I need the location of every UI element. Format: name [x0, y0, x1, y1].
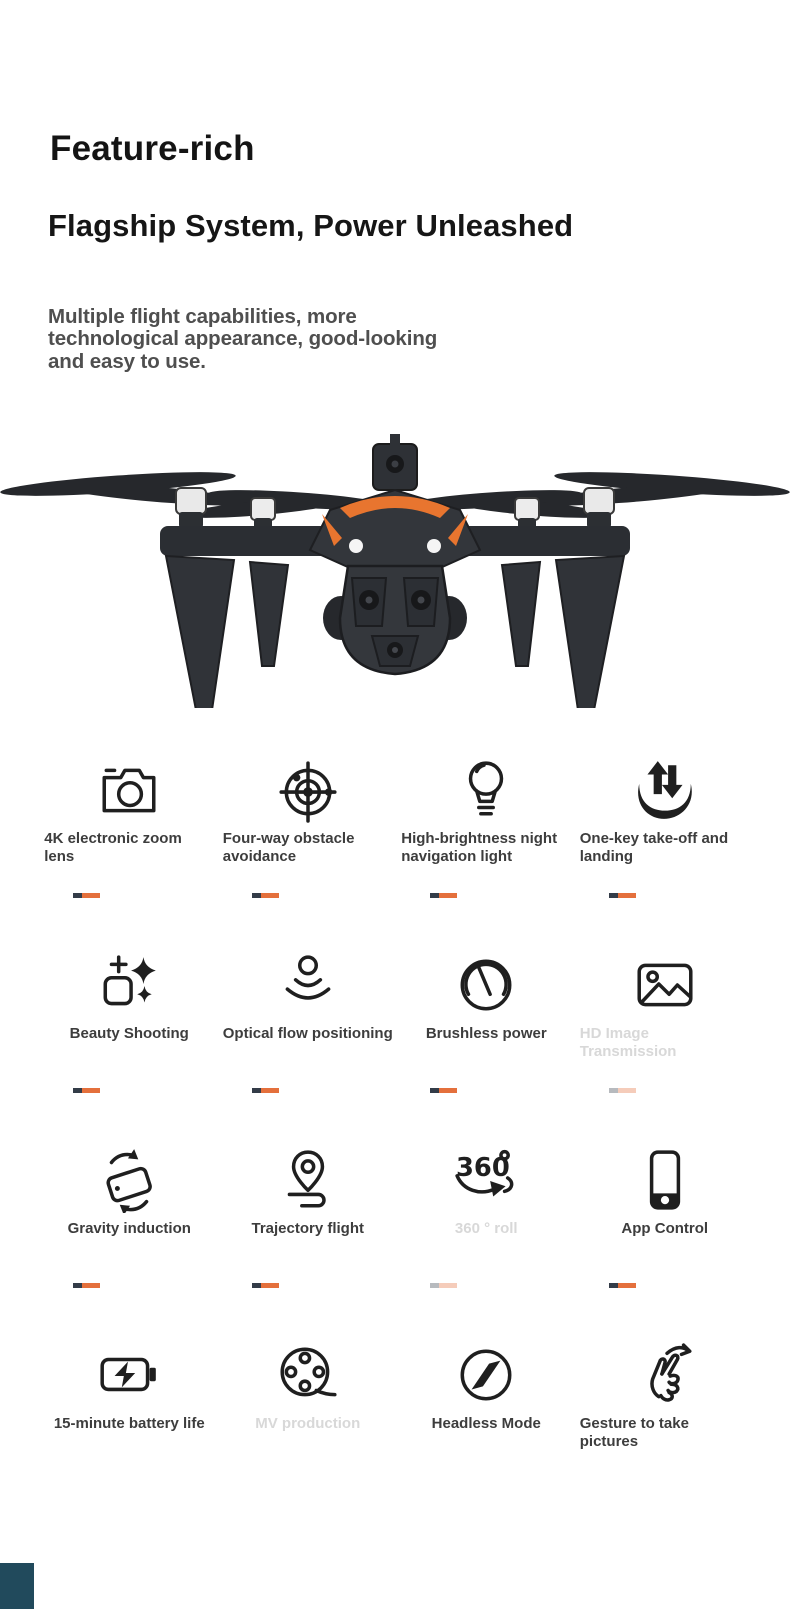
smartphone-icon: [576, 1140, 755, 1220]
camera-icon: [40, 750, 219, 830]
feature-label: Beauty Shooting: [69, 1025, 189, 1042]
feature-item: [40, 1335, 219, 1530]
footer-accent-bar: [0, 1563, 34, 1609]
feature-item: [576, 1335, 755, 1530]
feature-label: Brushless power: [425, 1025, 547, 1042]
page-description: Multiple flight capabilities, more technological appearance, good-looking and easy to use.: [48, 304, 438, 374]
feature-label: App Control: [621, 1220, 709, 1237]
feature-item: [397, 750, 576, 945]
svg-text:360: 360: [456, 1152, 511, 1183]
route-pin-icon: [219, 1140, 398, 1220]
page-subtitle: Flagship System, Power Unleashed: [48, 207, 574, 243]
feature-item: [40, 1140, 219, 1335]
feature-item: [40, 750, 219, 945]
feature-label: MV production: [255, 1415, 361, 1432]
feature-label: Headless Mode: [431, 1415, 541, 1432]
feature-accent-dash: [73, 1283, 100, 1288]
feature-accent-dash: [73, 893, 100, 898]
feature-item: [397, 1335, 576, 1530]
feature-label: One-key take-off and landing: [579, 830, 729, 866]
optical-flow-icon: [219, 945, 398, 1025]
lightbulb-icon: [397, 750, 576, 830]
film-reel-icon: [219, 1335, 398, 1415]
roll-360-icon: [397, 1140, 576, 1220]
feature-grid: [40, 750, 754, 1530]
feature-accent-dash: [252, 893, 279, 898]
feature-label: Trajectory flight: [251, 1220, 365, 1237]
feature-label: Four-way obstacle avoidance: [222, 830, 355, 866]
feature-accent-dash: [430, 1088, 457, 1093]
feature-item: [576, 1140, 755, 1335]
radar-target-icon: [219, 750, 398, 830]
feature-accent-dash: [430, 893, 457, 898]
feature-label: Gesture to take pictures: [579, 1415, 689, 1451]
feature-accent-dash: [430, 1283, 457, 1288]
drone-image: [0, 418, 790, 708]
feature-label: Optical flow positioning: [222, 1025, 393, 1042]
feature-label: Gravity induction: [67, 1220, 191, 1237]
feature-label: 360 ° roll: [454, 1220, 518, 1237]
feature-accent-dash: [609, 1283, 636, 1288]
feature-accent-dash: [609, 1088, 636, 1093]
feature-item: [397, 945, 576, 1140]
feature-item: [397, 1140, 576, 1335]
rotating-phone-icon: [40, 1140, 219, 1220]
feature-item: [40, 945, 219, 1140]
feature-item: [576, 750, 755, 945]
feature-accent-dash: [73, 1088, 100, 1093]
feature-item: [219, 1335, 398, 1530]
feature-item: [576, 945, 755, 1140]
feature-accent-dash: [252, 1283, 279, 1288]
feature-label: HD Image Transmission: [579, 1025, 677, 1061]
feature-accent-dash: [609, 893, 636, 898]
feature-label: 4K electronic zoom lens: [44, 830, 182, 866]
image-icon: [576, 945, 755, 1025]
beauty-sparkles-icon: [40, 945, 219, 1025]
takeoff-landing-icon: [576, 750, 755, 830]
gauge-icon: [397, 945, 576, 1025]
compass-icon: [397, 1335, 576, 1415]
battery-charging-icon: [40, 1335, 219, 1415]
gesture-hand-icon: [576, 1335, 755, 1415]
page-title: Feature-rich: [50, 129, 255, 169]
feature-item: [219, 1140, 398, 1335]
feature-accent-dash: [252, 1088, 279, 1093]
feature-label: High-brightness night navigation light: [401, 830, 558, 866]
feature-label: 15-minute battery life: [53, 1415, 205, 1432]
feature-item: [219, 750, 398, 945]
feature-item: [219, 945, 398, 1140]
